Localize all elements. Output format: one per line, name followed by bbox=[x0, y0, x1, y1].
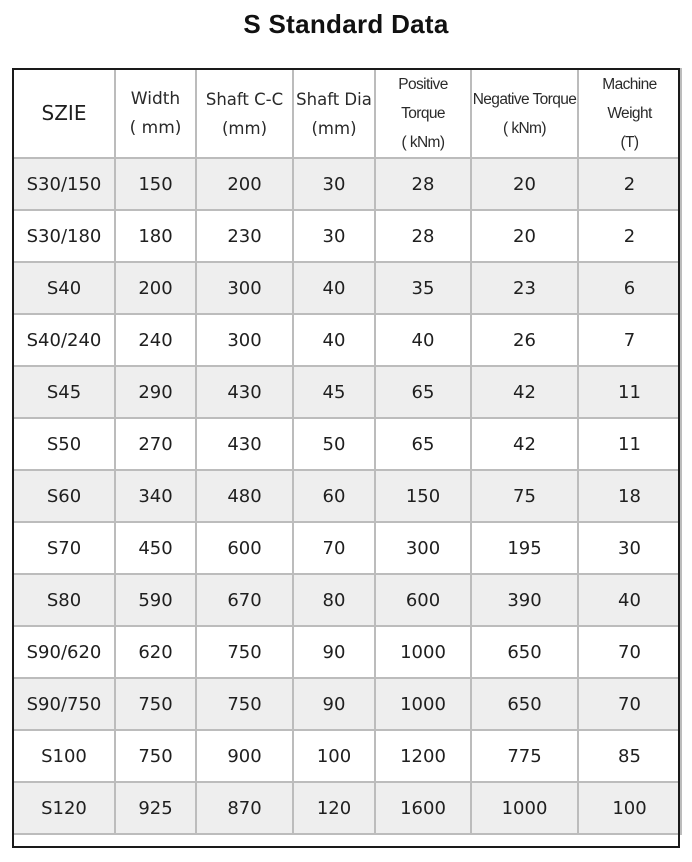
table-row bbox=[13, 262, 681, 314]
cell-machine-weight: 85 bbox=[578, 730, 681, 782]
cell-width: 925 bbox=[115, 782, 196, 834]
cell-shaft-dia: 90 bbox=[293, 678, 375, 730]
cell-machine-weight: 11 bbox=[578, 366, 681, 418]
cell-machine-weight: 70 bbox=[578, 678, 681, 730]
cell-shaft-dia: 50 bbox=[293, 418, 375, 470]
cell-size: S60 bbox=[13, 470, 115, 522]
header-shaft-cc-label: Shaft C-C bbox=[205, 89, 284, 109]
table-row bbox=[13, 210, 681, 262]
cell-shaft-cc: 670 bbox=[196, 574, 293, 626]
cell-shaft-cc: 870 bbox=[196, 782, 293, 834]
header-width-label: Width bbox=[130, 88, 181, 109]
cell-positive-torque: 150 bbox=[375, 470, 471, 522]
header-positive-torque bbox=[375, 69, 471, 158]
cell-negative-torque: 195 bbox=[471, 522, 578, 574]
cell-machine-weight: 30 bbox=[578, 522, 681, 574]
table-row bbox=[13, 470, 681, 522]
header-negative-torque bbox=[471, 69, 578, 158]
header-negative-torque-unit: ( kNm) bbox=[503, 119, 546, 137]
cell-positive-torque: 300 bbox=[375, 522, 471, 574]
header-size bbox=[13, 69, 115, 158]
cell-size: S70 bbox=[13, 522, 115, 574]
cell-negative-torque: 1000 bbox=[471, 782, 578, 834]
cell-negative-torque: 26 bbox=[471, 314, 578, 366]
cell-width: 200 bbox=[115, 262, 196, 314]
cell-shaft-cc: 900 bbox=[196, 730, 293, 782]
header-shaft-dia-label: Shaft Dia bbox=[296, 89, 372, 109]
table-row bbox=[13, 678, 681, 730]
cell-negative-torque: 75 bbox=[471, 470, 578, 522]
cell-size: S120 bbox=[13, 782, 115, 834]
cell-size: S40 bbox=[13, 262, 115, 314]
header-negative-torque-label: Negative Torque bbox=[472, 90, 577, 108]
table-row bbox=[13, 782, 681, 834]
cell-positive-torque: 40 bbox=[375, 314, 471, 366]
table-row bbox=[13, 366, 681, 418]
cell-width: 450 bbox=[115, 522, 196, 574]
cell-positive-torque: 35 bbox=[375, 262, 471, 314]
cell-shaft-dia: 40 bbox=[293, 262, 375, 314]
cell-width: 290 bbox=[115, 366, 196, 418]
cell-shaft-cc: 430 bbox=[196, 366, 293, 418]
cell-machine-weight: 18 bbox=[578, 470, 681, 522]
header-shaft-dia bbox=[293, 69, 375, 158]
table-row bbox=[13, 418, 681, 470]
page-title: S Standard Data bbox=[243, 9, 449, 39]
cell-shaft-dia: 120 bbox=[293, 782, 375, 834]
cell-width: 750 bbox=[115, 678, 196, 730]
cell-size: S80 bbox=[13, 574, 115, 626]
cell-shaft-cc: 300 bbox=[196, 262, 293, 314]
cell-shaft-cc: 300 bbox=[196, 314, 293, 366]
cell-positive-torque: 65 bbox=[375, 366, 471, 418]
table-header bbox=[13, 69, 681, 158]
cell-width: 590 bbox=[115, 574, 196, 626]
table-row bbox=[13, 158, 681, 210]
header-row bbox=[13, 69, 681, 158]
cell-positive-torque: 65 bbox=[375, 418, 471, 470]
cell-shaft-dia: 60 bbox=[293, 470, 375, 522]
header-width-unit: ( mm) bbox=[129, 117, 182, 138]
cell-negative-torque: 390 bbox=[471, 574, 578, 626]
header-positive-torque-label: Positive Torque bbox=[398, 76, 448, 122]
cell-machine-weight: 2 bbox=[578, 210, 681, 262]
cell-shaft-cc: 200 bbox=[196, 158, 293, 210]
standard-data-table bbox=[12, 68, 682, 835]
cell-positive-torque: 28 bbox=[375, 158, 471, 210]
cell-shaft-cc: 480 bbox=[196, 470, 293, 522]
cell-negative-torque: 42 bbox=[471, 418, 578, 470]
cell-size: S90/620 bbox=[13, 626, 115, 678]
header-machine-weight-unit: (T) bbox=[620, 134, 639, 151]
header-machine-weight bbox=[578, 69, 681, 158]
header-positive-torque-unit: ( kNm) bbox=[401, 134, 445, 151]
table-row bbox=[13, 522, 681, 574]
cell-machine-weight: 6 bbox=[578, 262, 681, 314]
cell-negative-torque: 20 bbox=[471, 158, 578, 210]
cell-shaft-dia: 90 bbox=[293, 626, 375, 678]
cell-machine-weight: 100 bbox=[578, 782, 681, 834]
cell-shaft-dia: 70 bbox=[293, 522, 375, 574]
cell-negative-torque: 20 bbox=[471, 210, 578, 262]
cell-size: S30/180 bbox=[13, 210, 115, 262]
cell-negative-torque: 650 bbox=[471, 626, 578, 678]
cell-width: 240 bbox=[115, 314, 196, 366]
header-shaft-dia-unit: (mm) bbox=[311, 118, 357, 138]
cell-width: 150 bbox=[115, 158, 196, 210]
cell-shaft-cc: 750 bbox=[196, 678, 293, 730]
header-width bbox=[115, 69, 196, 158]
header-machine-weight-label: Machine Weight bbox=[602, 76, 657, 122]
cell-machine-weight: 70 bbox=[578, 626, 681, 678]
table-row bbox=[13, 626, 681, 678]
cell-shaft-dia: 30 bbox=[293, 158, 375, 210]
cell-shaft-cc: 430 bbox=[196, 418, 293, 470]
cell-width: 750 bbox=[115, 730, 196, 782]
cell-machine-weight: 7 bbox=[578, 314, 681, 366]
cell-machine-weight: 2 bbox=[578, 158, 681, 210]
header-shaft-cc bbox=[196, 69, 293, 158]
cell-shaft-dia: 80 bbox=[293, 574, 375, 626]
cell-machine-weight: 11 bbox=[578, 418, 681, 470]
cell-width: 180 bbox=[115, 210, 196, 262]
cell-machine-weight: 40 bbox=[578, 574, 681, 626]
cell-shaft-cc: 750 bbox=[196, 626, 293, 678]
cell-shaft-cc: 600 bbox=[196, 522, 293, 574]
cell-size: S45 bbox=[13, 366, 115, 418]
cell-width: 620 bbox=[115, 626, 196, 678]
cell-shaft-dia: 45 bbox=[293, 366, 375, 418]
cell-positive-torque: 1200 bbox=[375, 730, 471, 782]
header-size-label: SZIE bbox=[41, 101, 87, 125]
cell-width: 340 bbox=[115, 470, 196, 522]
cell-size: S40/240 bbox=[13, 314, 115, 366]
cell-shaft-dia: 100 bbox=[293, 730, 375, 782]
cell-positive-torque: 600 bbox=[375, 574, 471, 626]
cell-negative-torque: 775 bbox=[471, 730, 578, 782]
cell-negative-torque: 23 bbox=[471, 262, 578, 314]
table-row bbox=[13, 730, 681, 782]
cell-negative-torque: 650 bbox=[471, 678, 578, 730]
cell-size: S90/750 bbox=[13, 678, 115, 730]
cell-shaft-cc: 230 bbox=[196, 210, 293, 262]
cell-size: S100 bbox=[13, 730, 115, 782]
header-shaft-cc-unit: (mm) bbox=[221, 118, 268, 138]
cell-shaft-dia: 30 bbox=[293, 210, 375, 262]
cell-positive-torque: 1000 bbox=[375, 678, 471, 730]
table-body bbox=[13, 158, 681, 834]
cell-positive-torque: 1600 bbox=[375, 782, 471, 834]
cell-positive-torque: 1000 bbox=[375, 626, 471, 678]
cell-shaft-dia: 40 bbox=[293, 314, 375, 366]
cell-positive-torque: 28 bbox=[375, 210, 471, 262]
table-row bbox=[13, 574, 681, 626]
table-row bbox=[13, 314, 681, 366]
cell-size: S30/150 bbox=[13, 158, 115, 210]
cell-size: S50 bbox=[13, 418, 115, 470]
cell-width: 270 bbox=[115, 418, 196, 470]
cell-negative-torque: 42 bbox=[471, 366, 578, 418]
